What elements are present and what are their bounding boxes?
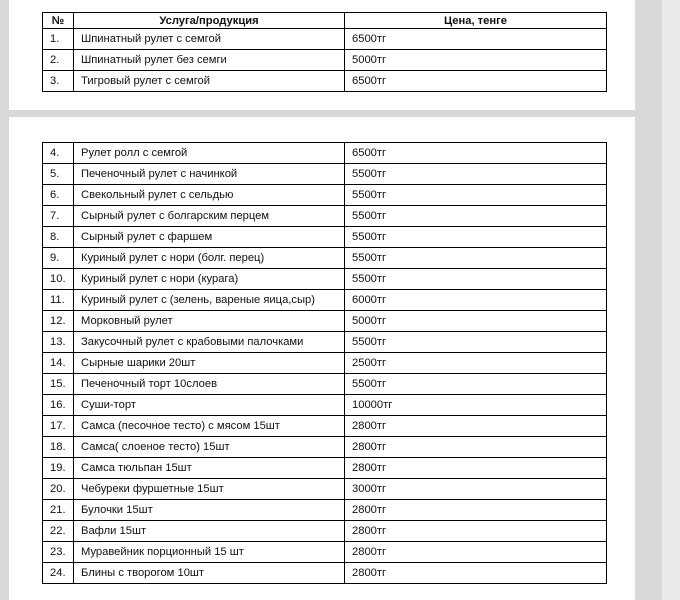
row-service: Суши-торт <box>74 395 345 416</box>
row-number: 23. <box>43 542 74 563</box>
table-row <box>43 479 607 500</box>
row-service: Шпинатный рулет без семги <box>74 50 345 71</box>
header-num: № <box>43 13 74 29</box>
row-service: Закусочный рулет с крабовыми палочками <box>74 332 345 353</box>
row-price: 5000тг <box>345 50 607 71</box>
row-price: 2800тг <box>345 416 607 437</box>
table-row <box>43 332 607 353</box>
row-number: 15. <box>43 374 74 395</box>
row-number: 3. <box>43 71 74 92</box>
row-price: 2800тг <box>345 563 607 584</box>
table-row <box>43 395 607 416</box>
row-service: Самса (песочное тесто) с мясом 15шт <box>74 416 345 437</box>
row-number: 16. <box>43 395 74 416</box>
row-number: 14. <box>43 353 74 374</box>
row-number: 8. <box>43 227 74 248</box>
table-row <box>43 416 607 437</box>
row-number: 19. <box>43 458 74 479</box>
row-number: 6. <box>43 185 74 206</box>
row-price: 6500тг <box>345 143 607 164</box>
table-row <box>43 185 607 206</box>
row-service: Куриный рулет с нори (курага) <box>74 269 345 290</box>
row-number: 17. <box>43 416 74 437</box>
document-page-1 <box>9 0 635 110</box>
row-price: 3000тг <box>345 479 607 500</box>
document-page-2 <box>9 117 635 600</box>
row-number: 9. <box>43 248 74 269</box>
row-number: 4. <box>43 143 74 164</box>
table-row <box>43 458 607 479</box>
header-service: Услуга/продукция <box>74 13 345 29</box>
row-service: Самса( слоеное тесто) 15шт <box>74 437 345 458</box>
table-row <box>43 563 607 584</box>
row-number: 2. <box>43 50 74 71</box>
row-service: Чебуреки фуршетные 15шт <box>74 479 345 500</box>
table-row <box>43 29 607 50</box>
row-service: Вафли 15шт <box>74 521 345 542</box>
header-price: Цена, тенге <box>345 13 607 29</box>
row-price: 5500тг <box>345 332 607 353</box>
row-service: Печеночный рулет с начинкой <box>74 164 345 185</box>
table-row <box>43 521 607 542</box>
row-number: 7. <box>43 206 74 227</box>
row-number: 24. <box>43 563 74 584</box>
row-price: 2800тг <box>345 542 607 563</box>
row-price: 5000тг <box>345 311 607 332</box>
row-service: Булочки 15шт <box>74 500 345 521</box>
window-edge <box>662 0 680 600</box>
table-row <box>43 269 607 290</box>
row-service: Печеночный торт 10слоев <box>74 374 345 395</box>
row-price: 5500тг <box>345 269 607 290</box>
row-price: 2500тг <box>345 353 607 374</box>
row-service: Сырный рулет с фаршем <box>74 227 345 248</box>
row-service: Муравейник порционный 15 шт <box>74 542 345 563</box>
row-price: 5500тг <box>345 164 607 185</box>
row-service: Сырный рулет с болгарским перцем <box>74 206 345 227</box>
row-service: Морковный рулет <box>74 311 345 332</box>
row-number: 21. <box>43 500 74 521</box>
row-price: 6500тг <box>345 29 607 50</box>
row-price: 5500тг <box>345 374 607 395</box>
table-row <box>43 542 607 563</box>
row-price: 5500тг <box>345 185 607 206</box>
row-price: 6000тг <box>345 290 607 311</box>
table-header-row <box>43 13 607 29</box>
price-table-page-1 <box>42 12 607 92</box>
table-row <box>43 71 607 92</box>
row-price: 2800тг <box>345 458 607 479</box>
row-price: 10000тг <box>345 395 607 416</box>
table-row <box>43 374 607 395</box>
row-service: Куриный рулет с нори (болг. перец) <box>74 248 345 269</box>
table-row <box>43 290 607 311</box>
row-service: Самса тюльпан 15шт <box>74 458 345 479</box>
table-row <box>43 143 607 164</box>
row-number: 18. <box>43 437 74 458</box>
table-row <box>43 353 607 374</box>
row-price: 6500тг <box>345 71 607 92</box>
table-row <box>43 311 607 332</box>
price-table-page-2 <box>42 142 607 584</box>
row-price: 5500тг <box>345 206 607 227</box>
row-price: 2800тг <box>345 500 607 521</box>
row-price: 2800тг <box>345 437 607 458</box>
row-number: 12. <box>43 311 74 332</box>
row-price: 2800тг <box>345 521 607 542</box>
table-row <box>43 164 607 185</box>
row-number: 22. <box>43 521 74 542</box>
row-number: 10. <box>43 269 74 290</box>
row-number: 11. <box>43 290 74 311</box>
row-service: Шпинатный рулет с семгой <box>74 29 345 50</box>
row-price: 5500тг <box>345 248 607 269</box>
row-service: Тигровый рулет с семгой <box>74 71 345 92</box>
table-row <box>43 206 607 227</box>
row-number: 5. <box>43 164 74 185</box>
row-service: Куриный рулет с (зелень, вареные яица,сыр) <box>74 290 345 311</box>
row-number: 20. <box>43 479 74 500</box>
row-price: 5500тг <box>345 227 607 248</box>
table-row <box>43 50 607 71</box>
row-number: 1. <box>43 29 74 50</box>
row-service: Свекольный рулет с сельдью <box>74 185 345 206</box>
row-service: Блины с творогом 10шт <box>74 563 345 584</box>
table-row <box>43 500 607 521</box>
row-service: Рулет ролл с семгой <box>74 143 345 164</box>
row-service: Сырные шарики 20шт <box>74 353 345 374</box>
table-row <box>43 227 607 248</box>
table-row <box>43 437 607 458</box>
row-number: 13. <box>43 332 74 353</box>
table-row <box>43 248 607 269</box>
